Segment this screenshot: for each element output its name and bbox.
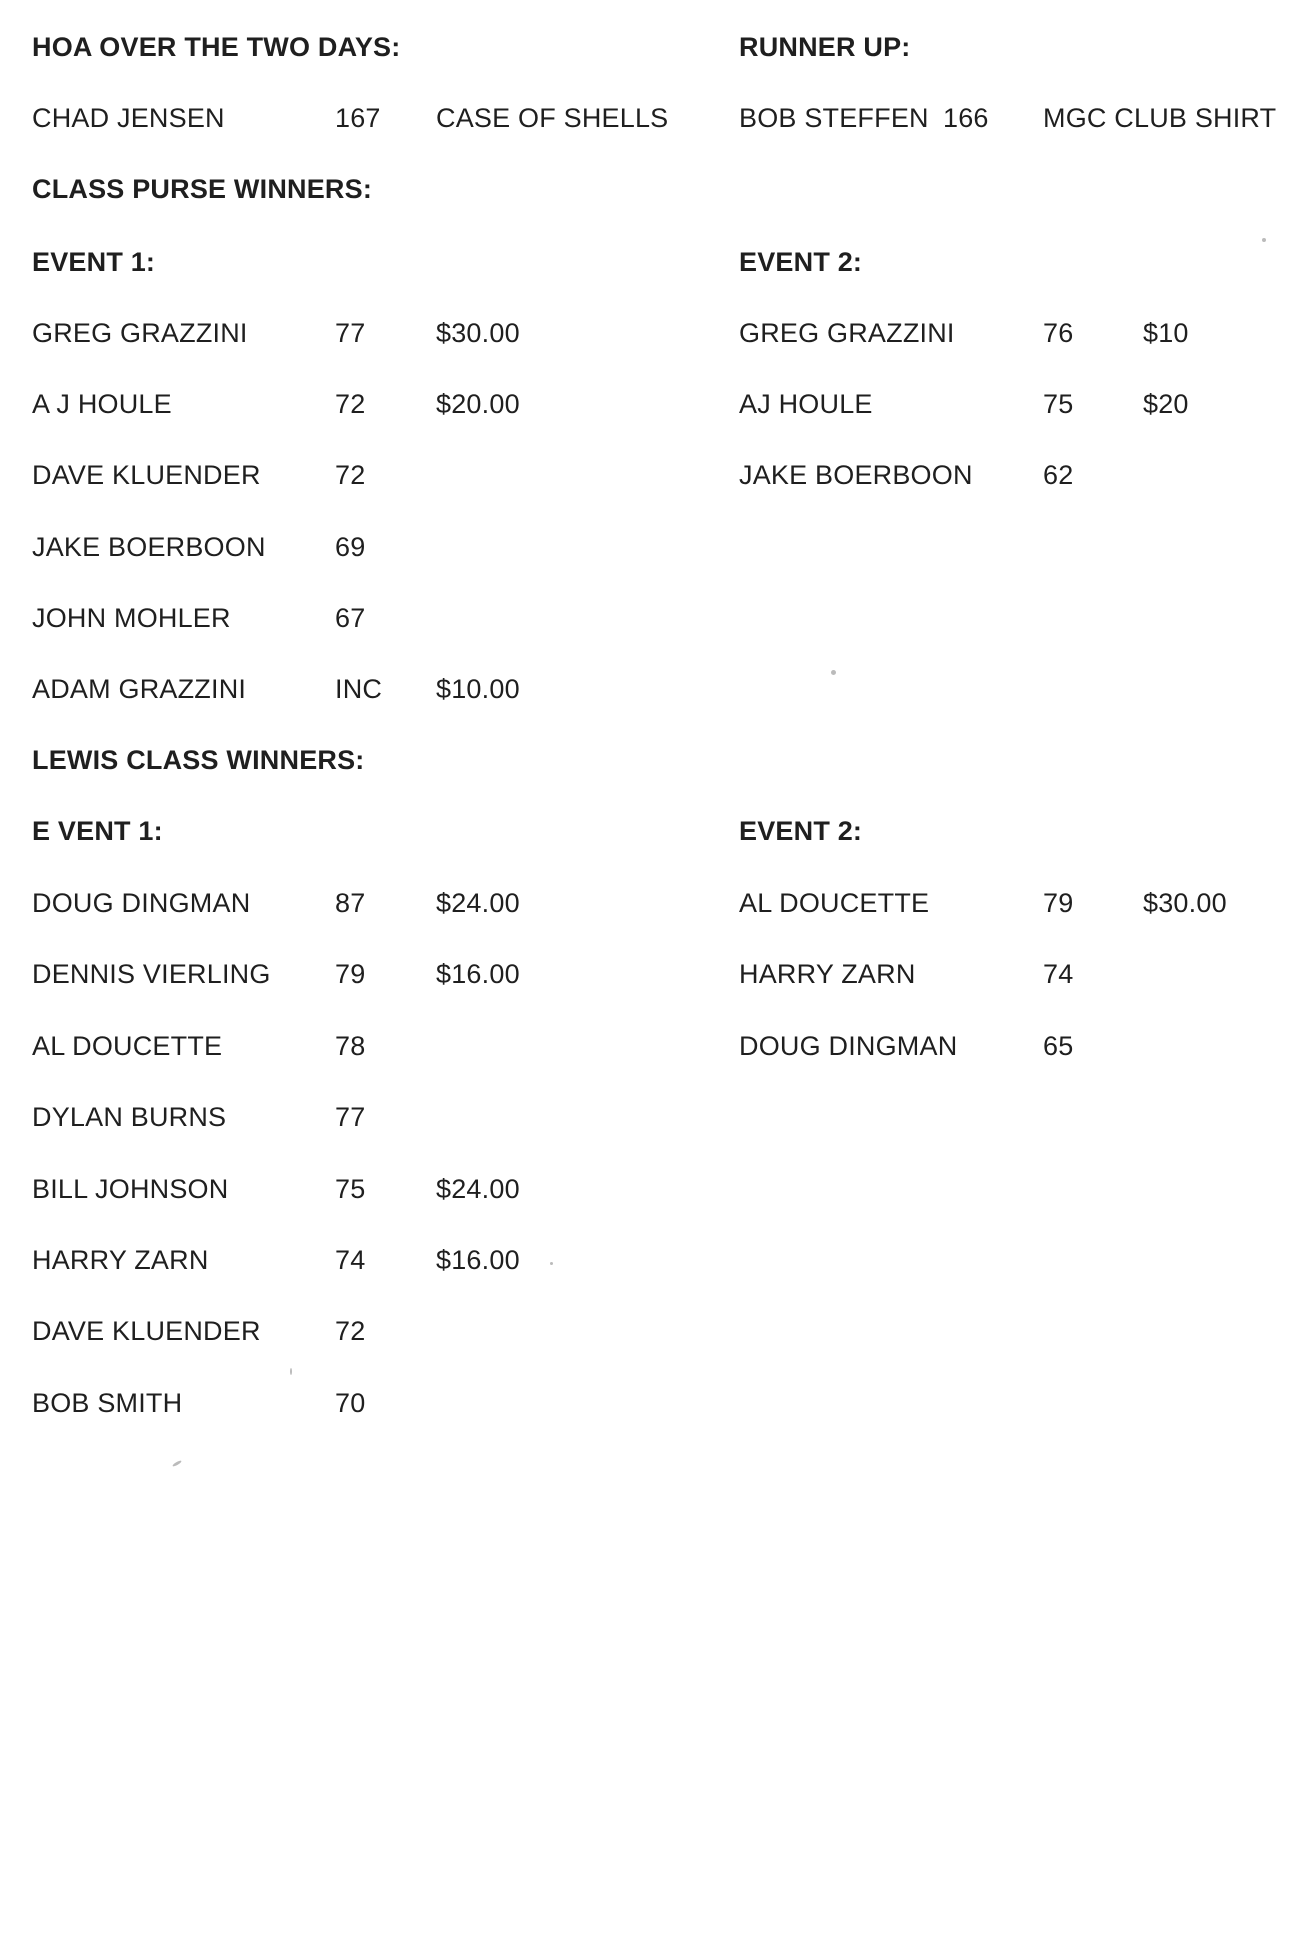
cp-e1-row4-name: JAKE BOERBOON: [32, 532, 266, 562]
cp-e2-row3-name: JAKE BOERBOON: [739, 460, 973, 490]
lc-e1-row6-prize: $16.00: [436, 1245, 520, 1275]
lc-e1-row7-name: DAVE KLUENDER: [32, 1316, 261, 1346]
cp-e2-row2-score: 75: [1043, 389, 1074, 419]
lc-e2-row3-name: DOUG DINGMAN: [739, 1031, 958, 1061]
lc-e2-row2-score: 74: [1043, 959, 1074, 989]
runner-up-heading: RUNNER UP:: [739, 32, 911, 62]
lc-e2-row3-score: 65: [1043, 1031, 1074, 1061]
cp-e1-row5-score: 67: [335, 603, 366, 633]
scan-speck: [550, 1262, 553, 1265]
lc-e1-row5-score: 75: [335, 1174, 366, 1204]
lc-e1-row5-prize: $24.00: [436, 1174, 520, 1204]
lewis-class-heading: LEWIS CLASS WINNERS:: [32, 745, 365, 775]
lc-e1-row8-name: BOB SMITH: [32, 1388, 183, 1418]
lc-e1-row3-name: AL DOUCETTE: [32, 1031, 223, 1061]
lc-e1-row1-score: 87: [335, 888, 366, 918]
cp-e1-row2-name: A J HOULE: [32, 389, 172, 419]
cp-e1-row6-prize: $10.00: [436, 674, 520, 704]
cp-e1-row1-prize: $30.00: [436, 318, 520, 348]
cp-e1-row6-score: INC: [335, 674, 383, 704]
runner-up-score: 166: [943, 103, 989, 133]
runner-up-prize: MGC CLUB SHIRT: [1043, 103, 1277, 133]
lewis-event1-heading: E VENT 1:: [32, 816, 163, 846]
lc-e1-row7-score: 72: [335, 1316, 366, 1346]
class-purse-event2-heading: EVENT 2:: [739, 247, 863, 277]
lc-e2-row1-name: AL DOUCETTE: [739, 888, 930, 918]
hoa-winner-name: CHAD JENSEN: [32, 103, 225, 133]
hoa-heading: HOA OVER THE TWO DAYS:: [32, 32, 401, 62]
scan-speck: [290, 1368, 292, 1375]
scan-speck: [172, 1460, 182, 1468]
lc-e1-row4-name: DYLAN BURNS: [32, 1102, 227, 1132]
lc-e1-row2-name: DENNIS VIERLING: [32, 959, 271, 989]
hoa-winner-prize: CASE OF SHELLS: [436, 103, 669, 133]
cp-e2-row1-score: 76: [1043, 318, 1074, 348]
cp-e1-row5-name: JOHN MOHLER: [32, 603, 231, 633]
lc-e1-row1-prize: $24.00: [436, 888, 520, 918]
cp-e1-row3-score: 72: [335, 460, 366, 490]
cp-e2-row2-name: AJ HOULE: [739, 389, 873, 419]
lewis-event2-heading: EVENT 2:: [739, 816, 863, 846]
class-purse-event1-heading: EVENT 1:: [32, 247, 156, 277]
cp-e1-row2-prize: $20.00: [436, 389, 520, 419]
lc-e1-row4-score: 77: [335, 1102, 366, 1132]
lc-e2-row2-name: HARRY ZARN: [739, 959, 916, 989]
cp-e2-row1-name: GREG GRAZZINI: [739, 318, 955, 348]
cp-e1-row1-name: GREG GRAZZINI: [32, 318, 248, 348]
lc-e1-row3-score: 78: [335, 1031, 366, 1061]
cp-e1-row1-score: 77: [335, 318, 366, 348]
lc-e1-row5-name: BILL JOHNSON: [32, 1174, 229, 1204]
lc-e1-row1-name: DOUG DINGMAN: [32, 888, 251, 918]
class-purse-heading: CLASS PURSE WINNERS:: [32, 174, 373, 204]
cp-e2-row3-score: 62: [1043, 460, 1074, 490]
hoa-winner-score: 167: [335, 103, 381, 133]
cp-e1-row4-score: 69: [335, 532, 366, 562]
cp-e2-row1-prize: $10: [1143, 318, 1189, 348]
scan-speck: [1262, 238, 1266, 242]
lc-e1-row2-prize: $16.00: [436, 959, 520, 989]
cp-e2-row2-prize: $20: [1143, 389, 1189, 419]
lc-e2-row1-score: 79: [1043, 888, 1074, 918]
cp-e1-row6-name: ADAM GRAZZINI: [32, 674, 247, 704]
lc-e1-row6-score: 74: [335, 1245, 366, 1275]
lc-e1-row6-name: HARRY ZARN: [32, 1245, 209, 1275]
lc-e1-row8-score: 70: [335, 1388, 366, 1418]
lc-e1-row2-score: 79: [335, 959, 366, 989]
scan-speck: [831, 670, 836, 675]
cp-e1-row2-score: 72: [335, 389, 366, 419]
lc-e2-row1-prize: $30.00: [1143, 888, 1227, 918]
cp-e1-row3-name: DAVE KLUENDER: [32, 460, 261, 490]
runner-up-name: BOB STEFFEN: [739, 103, 929, 133]
